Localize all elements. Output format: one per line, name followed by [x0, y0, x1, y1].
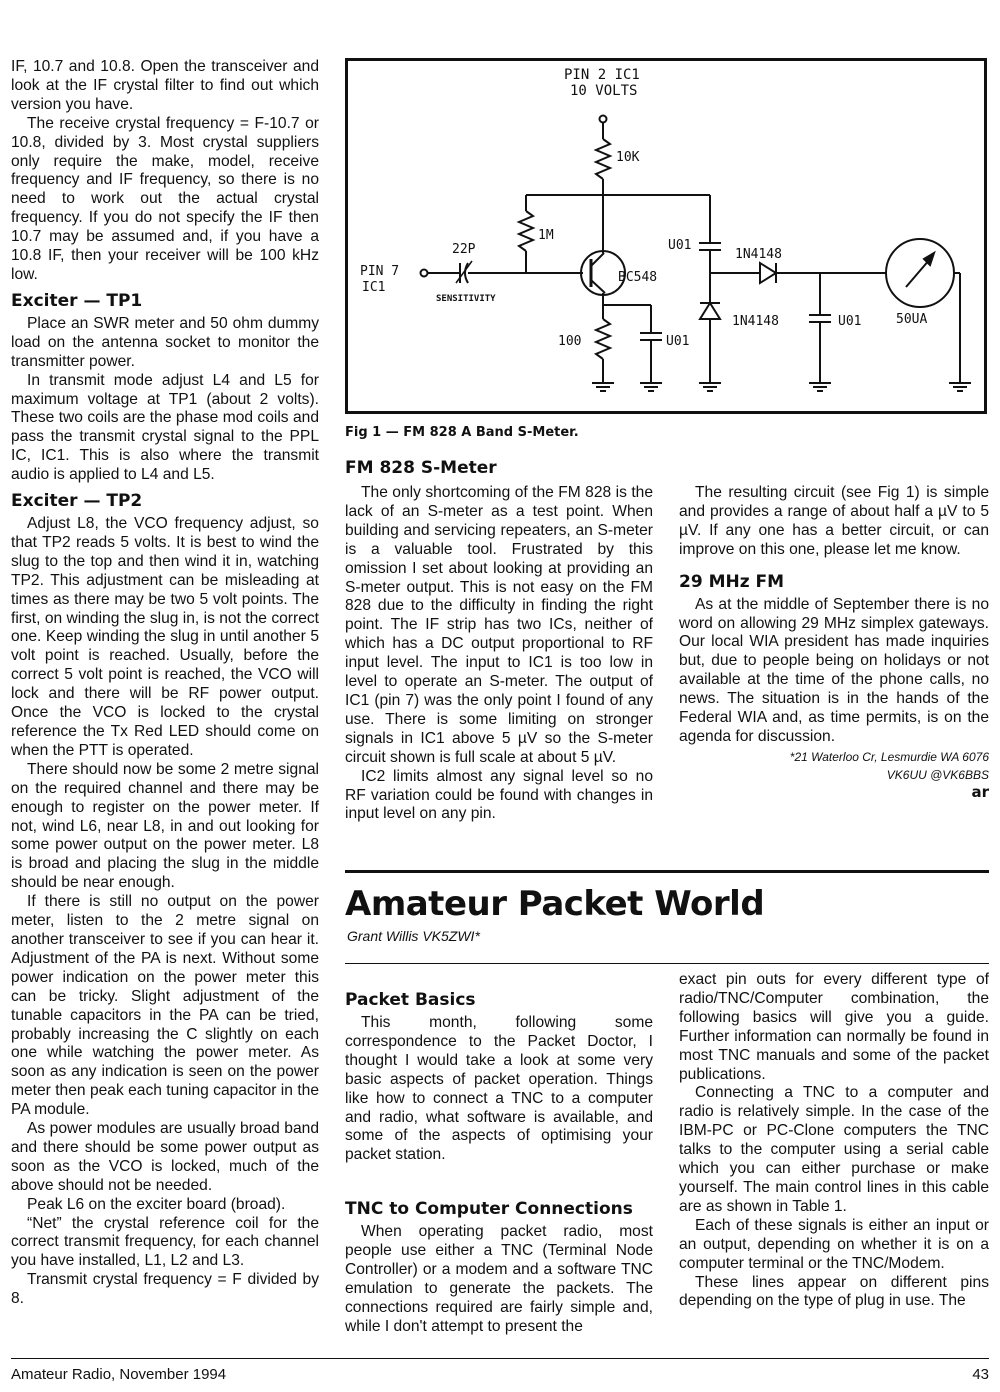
label-u01-filter: U01	[838, 314, 862, 329]
label-22p: 22P	[452, 242, 476, 257]
label-u01-emitter: U01	[666, 334, 690, 349]
page-number: 43	[972, 1366, 989, 1383]
section-rule-bottom	[345, 963, 989, 964]
paragraph: Each of these signals is either an input or an output, depending on whether it is on a computer terminal or the TNC/Modem.	[679, 1216, 989, 1272]
paragraph: Place an SWR meter and 50 ohm dummy load on the antenna socket to monitor the transmitter power.	[11, 314, 319, 370]
paragraph: When operating packet radio, most people use either a TNC (Terminal Node Controller) or a modem and a software TNC emulation to generate the packets. The connections required are fairly simple and, while I don't attempt to present the	[345, 1223, 653, 1335]
column-3	[679, 484, 989, 802]
column-4	[345, 984, 653, 1337]
label-u01-coupling: U01	[668, 238, 692, 253]
circuit-figure	[345, 58, 987, 414]
label-10k: 10K	[616, 150, 640, 165]
label-bc548: BC548	[618, 270, 658, 285]
paragraph: This month, following some correspondence to the Packet Doctor, I thought I would take a look at some very basic aspects of packet operation. Things like how to connect a TNC to a computer and radio, what software is available, and some of the aspects of optimising your packet station.	[345, 1014, 653, 1164]
heading-exciter-tp2: Exciter — TP2	[11, 491, 143, 512]
column-1	[11, 58, 319, 1309]
column-5	[679, 971, 989, 1311]
end-mark: ar	[971, 782, 989, 801]
footer-publication: Amateur Radio, November 1994	[11, 1366, 227, 1383]
paragraph: “Net” the crystal reference coil for the correct transmit frequency, for each channel you have installed, L1, L2 and L3.	[11, 1214, 319, 1270]
paragraph: The resulting circuit (see Fig 1) is simple and provides a range of about half a µV to 5 µV. If any one has a better circuit, or can improve on this one, please let me know.	[679, 484, 989, 558]
author-address: *21 Waterloo Cr, Lesmurdie WA 6076	[789, 749, 989, 764]
paragraph: Peak L6 on the exciter board (broad).	[27, 1195, 286, 1213]
label-100: 100	[558, 334, 582, 349]
heading-tnc-connections: TNC to Computer Connections	[345, 1199, 633, 1220]
label-pin2-line2: 10 VOLTS	[570, 83, 638, 99]
paragraph: As power modules are usually broad band and there should be some power output as soon as the VCO is locked, much of the above should not be needed.	[11, 1120, 319, 1194]
paragraph: IC2 limits almost any signal level so no RF variation could be found with changes in input level on any pin.	[345, 767, 653, 823]
label-sensitivity: SENSITIVITY	[436, 294, 496, 304]
heading-exciter-tp1: Exciter — TP1	[11, 290, 143, 311]
paragraph: Connecting a TNC to a computer and radio is relatively simple. In the case of the IBM-PC or PC-Clone computers the TNC talks to the computer using a serial cable which you can either purchase or make yourself. The main control lines in this cable are as shown in Table 1.	[679, 1084, 989, 1215]
label-50ua: 50UA	[896, 312, 928, 327]
footer-rule	[11, 1358, 989, 1359]
label-1n4148-shunt: 1N4148	[732, 314, 779, 329]
paragraph: The only shortcoming of the FM 828 is the lack of an S-meter as a test point. When building and servicing repeaters, an S-meter is a valuable tool. Frustrated by this omission I set about looking at providing an S-meter output. This is not easy on the FM 828 due to the difficulty in finding the right point. The IF strip has two ICs, neither of which has a DC output proportional to RF input level. The input to IC1 is too low in level to operate an S-meter. The output of IC1 (pin 7) was the only point I found of any use. There is some limiting on stronger signals in IC1 above 5 µV so the S-meter circuit shown is full scale at about 5 µV.	[345, 484, 653, 766]
paragraph: exact pin outs for every different type of radio/TNC/Computer combination, the following basics will give you a guide. Further information can normally be found in most TNC manuals and some of the packet publications.	[679, 971, 989, 1083]
heading-packet-basics: Packet Basics	[345, 990, 476, 1010]
paragraph: Transmit crystal frequency = F divided by 8.	[11, 1271, 319, 1308]
paragraph: IF, 10.7 and 10.8. Open the transceiver and look at the IF crystal filter to find out which version you have.	[11, 58, 319, 113]
column-2	[345, 484, 653, 824]
figure-caption: Fig 1 — FM 828 A Band S-Meter.	[345, 425, 579, 440]
author-callsign: VK6UU @VK6BBS	[886, 767, 989, 782]
label-pin7-line2: IC1	[362, 280, 386, 295]
label-1m: 1M	[538, 228, 554, 243]
s-meter-schematic	[348, 61, 984, 411]
paragraph: As at the middle of September there is no word on allowing 29 MHz simplex gateways. Our local WIA president has made inquiries but, due to people being on holidays or not available at the time of the phone calls, no news. The situation is in the hands of the Federal WIA and, as time permits, is on the agenda for discussion.	[679, 595, 989, 745]
label-pin7-line1: PIN 7	[360, 264, 400, 279]
paragraph: These lines appear on different pins depending on the type of plug in use. The	[679, 1273, 989, 1310]
heading-fm828-s-meter: FM 828 S-Meter	[345, 458, 497, 478]
paragraph: In transmit mode adjust L4 and L5 for maximum voltage at TP1 (about 2 volts). These two coils are the phase mod coils and pass the transmit crystal signal to the PPL IC, IC1. This is also where the transmit audio is applied to L4 and L5.	[11, 371, 319, 484]
section-title: Amateur Packet World	[345, 884, 765, 924]
section-rule-top	[345, 870, 989, 873]
paragraph: Adjust L8, the VCO frequency adjust, so that TP2 reads 5 volts. It is best to wind the slug to the top and then wind it in, watching TP2. This adjustment can be misleading at times as there may be two 5 volt points. The first, on winding the slug in, is not the correct one. Keep winding the slug in until another 5 volt point is reached. Usually, before the correct 5 volt point is reached, the VCO will lock and there will be RF power output. Once the VCO is locked to the crystal reference the Tx Red LED should come on when the PTT is operated.	[11, 515, 319, 759]
paragraph: There should now be some 2 metre signal on the required channel and there may be enough to register on the power meter. If not, wind L6, near L8, in and out looking for some power output on the power meter. L8 is broad and placing the slug in the middle should be near enough.	[11, 760, 319, 892]
heading-29mhz-fm: 29 MHz FM	[679, 571, 785, 592]
label-1n4148-series: 1N4148	[735, 247, 782, 262]
label-pin2-line1: PIN 2 IC1	[564, 67, 640, 83]
paragraph: If there is still no output on the power meter, listen to the 2 metre signal on another transceiver to see if you can hear it. Adjustment of the PA is next. Without some power indication on the power meter this can be tricky. Slight adjustment of the tunable capacitors in the PA can be tried, probably increasing the C slightly on each one while watching the power meter. As soon as any indication is seen on the power meter then peak each tuning capacitor in the PA module.	[11, 893, 319, 1119]
paragraph: The receive crystal frequency = F-10.7 or 10.8, divided by 3. Most crystal suppliers only require the make, model, receive frequency and IF frequency, so there is no need to work out the actual crystal frequency. If you do not specify the IF then 10.7 may be assumed and, if you have a 10.8 IF, then your receiver will be 100 kHz low.	[11, 114, 319, 283]
byline: Grant Willis VK5ZWI*	[347, 928, 480, 944]
